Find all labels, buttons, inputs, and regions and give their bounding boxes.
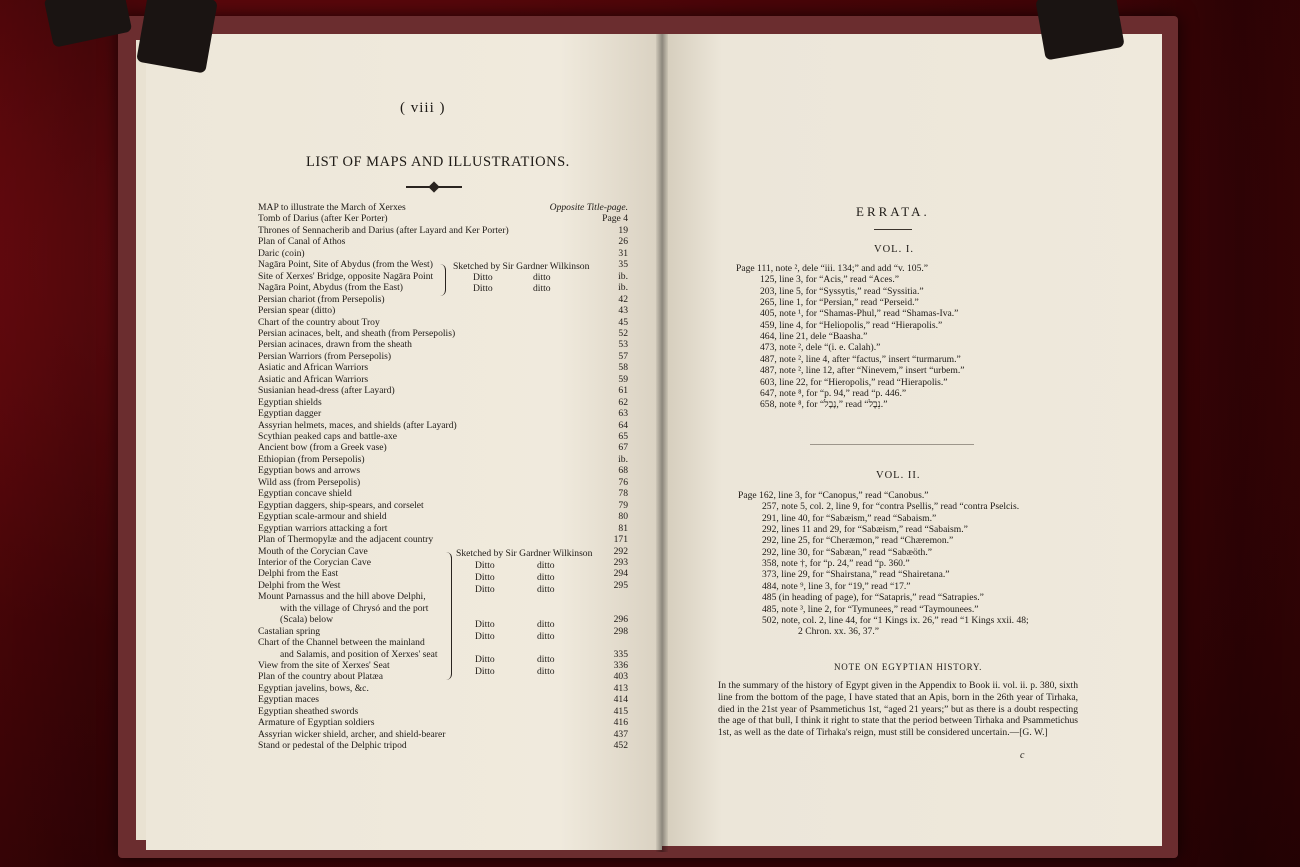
errata-line: 405, note ¹, for “Shamas-Phul,” read “Shamas-Iva.”	[760, 308, 959, 320]
errata-line: 473, note ², dele “(i. e. Calah).”	[760, 342, 881, 354]
list-item	[258, 614, 628, 625]
list-item	[258, 374, 628, 385]
list-item	[258, 717, 628, 728]
list-item	[258, 397, 628, 408]
list-item	[258, 626, 628, 637]
item-title: Chart of the Channel between the mainland	[258, 637, 425, 649]
item-page: 53	[618, 339, 628, 351]
item-page: 43	[618, 305, 628, 317]
item-page: 19	[618, 224, 628, 236]
list-item	[258, 442, 628, 453]
item-title: Egyptian bows and arrows	[258, 465, 361, 477]
volume-heading: VOL. I.	[874, 244, 914, 255]
item-title: Egyptian javelins, bows, &c.	[258, 682, 369, 694]
divider	[810, 444, 974, 445]
item-page: 81	[618, 522, 628, 534]
errata-line: 125, line 3, for “Acis,” read “Aces.”	[760, 274, 900, 286]
credit-ditto: ditto	[537, 631, 555, 642]
list-item	[258, 694, 628, 705]
item-title: Assyrian helmets, maces, and shields (after Layard)	[258, 419, 457, 431]
list-item	[258, 568, 628, 579]
item-page: 52	[618, 327, 628, 339]
item-title: View from the site of Xerxes' Seat	[258, 660, 390, 671]
credit-sketched: Sketched by Sir Gardner Wilkinson	[453, 261, 590, 272]
errata-title: ERRATA.	[856, 204, 930, 219]
item-page: 45	[618, 316, 628, 328]
item-title: Egyptian shields	[258, 396, 322, 408]
item-title: and Salamis, and position of Xerxes' seat	[280, 648, 438, 660]
item-page: 415	[613, 705, 628, 717]
item-page: 64	[618, 419, 628, 431]
item-page: ib.	[618, 282, 628, 294]
list-item	[258, 740, 628, 751]
item-title: Chart of the country about Troy	[258, 316, 380, 328]
credit-ditto: ditto	[533, 283, 551, 294]
errata-line: 464, line 21, dele “Baasha.”	[760, 331, 868, 343]
item-title: Persian acinaces, belt, and sheath (from Persepolis)	[258, 327, 456, 339]
item-title: Susianian head-dress (after Layard)	[258, 385, 395, 397]
item-title: Interior of the Corycian Cave	[258, 556, 371, 568]
item-title: Plan of Thermopylæ and the adjacent country	[258, 534, 434, 546]
item-title: Thrones of Sennacherib and Darius (after Layard and Ker Porter)	[258, 224, 509, 236]
errata-line: 459, line 4, for “Heliopolis,” read “Hierapolis.”	[760, 319, 943, 331]
list-item	[258, 488, 628, 499]
brace	[446, 552, 452, 680]
book-clip	[136, 0, 218, 74]
item-page: 35	[618, 259, 628, 271]
list-item	[258, 305, 628, 316]
credit-ditto: Ditto	[475, 584, 495, 595]
item-page: 67	[618, 442, 628, 454]
item-title: Nagāra Point, Site of Abydus (from the West)	[258, 259, 433, 271]
errata-line: 487, note ², line 4, after “factus,” insert “turmarum.”	[760, 353, 961, 365]
errata-line: 358, note †, for “p. 24,” read “p. 360.”	[762, 558, 910, 570]
list-item	[258, 511, 628, 522]
errata-line: 292, line 25, for “Cheræmon,” read “Chæremon.”	[762, 535, 954, 547]
errata-line: 502, note, col. 2, line 44, for “1 Kings ix. 26,” read “1 Kings xxii. 48;	[762, 614, 1029, 626]
page-number: ( viii )	[400, 100, 446, 116]
item-title: Ancient bow (from a Greek vase)	[258, 442, 387, 454]
note-heading: NOTE ON EGYPTIAN HISTORY.	[834, 662, 983, 672]
errata-line: 485 (in heading of page), for “Satapris,” read “Satrapies.”	[762, 592, 984, 604]
item-page: 76	[618, 476, 628, 488]
list-item	[258, 454, 628, 465]
list-item	[258, 408, 628, 419]
item-page: 295	[613, 579, 628, 591]
item-page: 59	[618, 373, 628, 385]
credit-ditto: ditto	[537, 654, 555, 665]
list-item	[258, 649, 628, 660]
errata-line: 2 Chron. xx. 36, 37.”	[798, 626, 880, 638]
list-item	[258, 729, 628, 740]
errata-line: Page 162, line 3, for “Canopus,” read “Canobus.”	[738, 490, 929, 501]
item-page: 293	[613, 556, 628, 568]
list-item	[258, 225, 628, 236]
list-item	[258, 534, 628, 545]
credit-ditto: Ditto	[475, 572, 495, 583]
credit-ditto: Ditto	[473, 283, 493, 294]
list-item	[258, 248, 628, 259]
credit-ditto: ditto	[533, 272, 551, 283]
item-page: 65	[618, 431, 628, 442]
credit-ditto: Ditto	[475, 666, 495, 677]
item-page: 414	[613, 694, 628, 706]
ornament-rule	[406, 186, 462, 188]
list-item	[258, 385, 628, 396]
credit-ditto: ditto	[537, 619, 555, 630]
item-page: 61	[618, 385, 628, 397]
item-page: 403	[613, 671, 628, 683]
errata-line: 487, note ², line 12, after “Ninevem,” insert “urbem.”	[760, 365, 965, 377]
errata-line: 265, line 1, for “Persian,” read “Perseid.”	[760, 297, 919, 309]
item-title: Plan of Canal of Athos	[258, 236, 346, 248]
item-page: 63	[618, 408, 628, 420]
item-page: 336	[613, 660, 628, 671]
item-title: Ethiopian (from Persepolis)	[258, 453, 365, 465]
list-item	[258, 683, 628, 694]
item-page: 292	[613, 545, 628, 557]
item-title: Site of Xerxes' Bridge, opposite Nagāra Point	[258, 270, 434, 282]
item-title: Egyptian concave shield	[258, 488, 352, 500]
credit-ditto: ditto	[537, 572, 555, 583]
errata-line: 291, line 40, for “Sabæism,” read “Sabaism.”	[762, 512, 937, 524]
item-page: 294	[613, 568, 628, 580]
credit-ditto: Ditto	[475, 654, 495, 665]
item-title: Nagāra Point, Abydus (from the East)	[258, 282, 403, 294]
errata-line: 647, note ⁸, for “p. 94,” read “p. 446.”	[760, 387, 907, 399]
item-page: 42	[618, 293, 628, 305]
list-item	[258, 236, 628, 247]
item-title: Scythian peaked caps and battle-axe	[258, 431, 398, 442]
item-page: 31	[618, 247, 628, 259]
item-page: Page 4	[602, 213, 628, 225]
item-title: Mouth of the Corycian Cave	[258, 545, 368, 557]
credit-ditto: ditto	[537, 584, 555, 595]
errata-line: 257, note 5, col. 2, line 9, for “contra Psellis,” read “contra Pselcis.	[762, 501, 1020, 513]
list-item	[258, 213, 628, 224]
list-item	[258, 660, 628, 671]
item-title: Egyptian scale-armour and shield	[258, 511, 387, 523]
item-page: 62	[618, 396, 628, 408]
item-page: ib.	[618, 453, 628, 465]
item-page: 416	[613, 717, 628, 729]
item-title: Persian Warriors (from Persepolis)	[258, 350, 392, 362]
item-title: Asiatic and African Warriors	[258, 362, 369, 374]
item-title: Assyrian wicker shield, archer, and shield-bearer	[258, 728, 446, 740]
item-title: Persian chariot (from Persepolis)	[258, 293, 385, 305]
item-title: Mount Parnassus and the hill above Delphi,	[258, 591, 426, 603]
item-page: ib.	[618, 270, 628, 282]
list-item	[258, 431, 628, 442]
item-page: 296	[613, 614, 628, 626]
item-page: 335	[613, 648, 628, 660]
note-paragraph: In the summary of the history of Egypt given in the Appendix to Book ii. vol. ii. p. 380, sixth line from the bottom of the page, I have stated that an Apis, born in the 26th year of Tirhaka, died in the 21st year of Psammetichus 1st, “aged 21 years;” but as there is a doubt respecting the age of that bull, I think it right to state that the period between Tirhaka and Psammetichus 1st, as well as the date of Tirhaka's reign, must still be considered uncertain.—[G. W.]	[718, 680, 1078, 739]
page-title: LIST OF MAPS AND ILLUSTRATIONS.	[306, 154, 570, 170]
item-title: Persian spear (ditto)	[258, 305, 336, 317]
item-title: Delphi from the East	[258, 568, 339, 580]
errata-line: 658, note ⁸, for “נָבָל,” read “נֵבֶל.”	[760, 399, 888, 411]
item-page: 26	[618, 236, 628, 248]
errata-line: 373, line 29, for “Shairstana,” read “Shairetana.”	[762, 569, 950, 581]
item-page: 171	[613, 534, 628, 546]
book-gutter	[656, 34, 668, 852]
list-item	[258, 465, 628, 476]
errata-line: 292, lines 11 and 29, for “Sabæism,” read “Sabaism.”	[762, 524, 968, 536]
item-page: 298	[613, 625, 628, 637]
item-title: Stand or pedestal of the Delphic tripod	[258, 740, 407, 752]
item-page: 68	[618, 465, 628, 477]
list-item	[258, 294, 628, 305]
item-title: Egyptian dagger	[258, 408, 322, 420]
item-title: Egyptian daggers, ship-spears, and corselet	[258, 499, 424, 511]
list-item	[258, 477, 628, 488]
list-item	[258, 637, 628, 648]
item-page: 78	[618, 488, 628, 500]
item-page: 58	[618, 362, 628, 374]
errata-line: 203, line 5, for “Syssytis,” read “Syssitia.”	[760, 285, 924, 297]
errata-line: 292, line 30, for “Sabæan,” read “Sabæöth.”	[762, 546, 932, 558]
list-item	[258, 706, 628, 717]
list-item	[258, 328, 628, 339]
item-title: Egyptian maces	[258, 694, 320, 706]
list-item	[258, 671, 628, 682]
item-title: Delphi from the West	[258, 579, 341, 591]
brace	[440, 264, 446, 296]
volume-heading: VOL. II.	[876, 470, 921, 481]
item-title: Daric (coin)	[258, 247, 305, 259]
list-item	[258, 591, 628, 602]
item-page: 80	[618, 511, 628, 523]
item-title: Wild ass (from Persepolis)	[258, 476, 361, 488]
list-item	[258, 351, 628, 362]
item-page: 437	[613, 728, 628, 740]
list-item	[258, 339, 628, 350]
list-item	[258, 580, 628, 591]
list-item	[258, 317, 628, 328]
credit-ditto: Ditto	[475, 560, 495, 571]
errata-line: Page 111, note ², dele “iii. 134;” and add “v. 105.”	[736, 263, 929, 274]
list-item	[258, 202, 628, 213]
item-page: 413	[613, 682, 628, 694]
ornament-rule	[874, 229, 912, 230]
item-page: 57	[618, 350, 628, 362]
item-title: Persian acinaces, drawn from the sheath	[258, 339, 412, 351]
item-title: Plan of the country about Platæa	[258, 671, 383, 683]
list-item	[258, 500, 628, 511]
signature-mark: c	[1020, 750, 1025, 761]
errata-line: 603, line 22, for “Hieropolis,” read “Hierapolis.”	[760, 376, 948, 388]
errata-line: 484, note ⁹, line 3, for “19,” read “17.”	[762, 580, 911, 592]
credit-ditto: ditto	[537, 560, 555, 571]
item-page: Opposite Title-page.	[549, 202, 628, 213]
credit-ditto: Ditto	[475, 631, 495, 642]
list-item	[258, 603, 628, 614]
list-item	[258, 420, 628, 431]
item-title: MAP to illustrate the March of Xerxes	[258, 202, 406, 213]
item-title: Armature of Egyptian soldiers	[258, 717, 375, 729]
credit-ditto: Ditto	[475, 619, 495, 630]
item-page: 79	[618, 499, 628, 511]
item-title: Egyptian sheathed swords	[258, 705, 359, 717]
item-title: Egyptian warriors attacking a fort	[258, 522, 388, 534]
item-title: (Scala) below	[280, 614, 334, 626]
item-title: Asiatic and African Warriors	[258, 373, 369, 385]
item-title: Tomb of Darius (after Ker Porter)	[258, 213, 388, 225]
item-page: 452	[613, 740, 628, 752]
list-item	[258, 362, 628, 373]
item-title: Castalian spring	[258, 625, 321, 637]
credit-sketched: Sketched by Sir Gardner Wilkinson	[456, 548, 593, 559]
credit-ditto: Ditto	[473, 272, 493, 283]
list-item	[258, 523, 628, 534]
errata-line: 485, note ³, line 2, for “Tymunees,” read “Taymounees.”	[762, 603, 979, 615]
credit-ditto: ditto	[537, 666, 555, 677]
item-title: with the village of Chrysó and the port	[280, 602, 429, 614]
